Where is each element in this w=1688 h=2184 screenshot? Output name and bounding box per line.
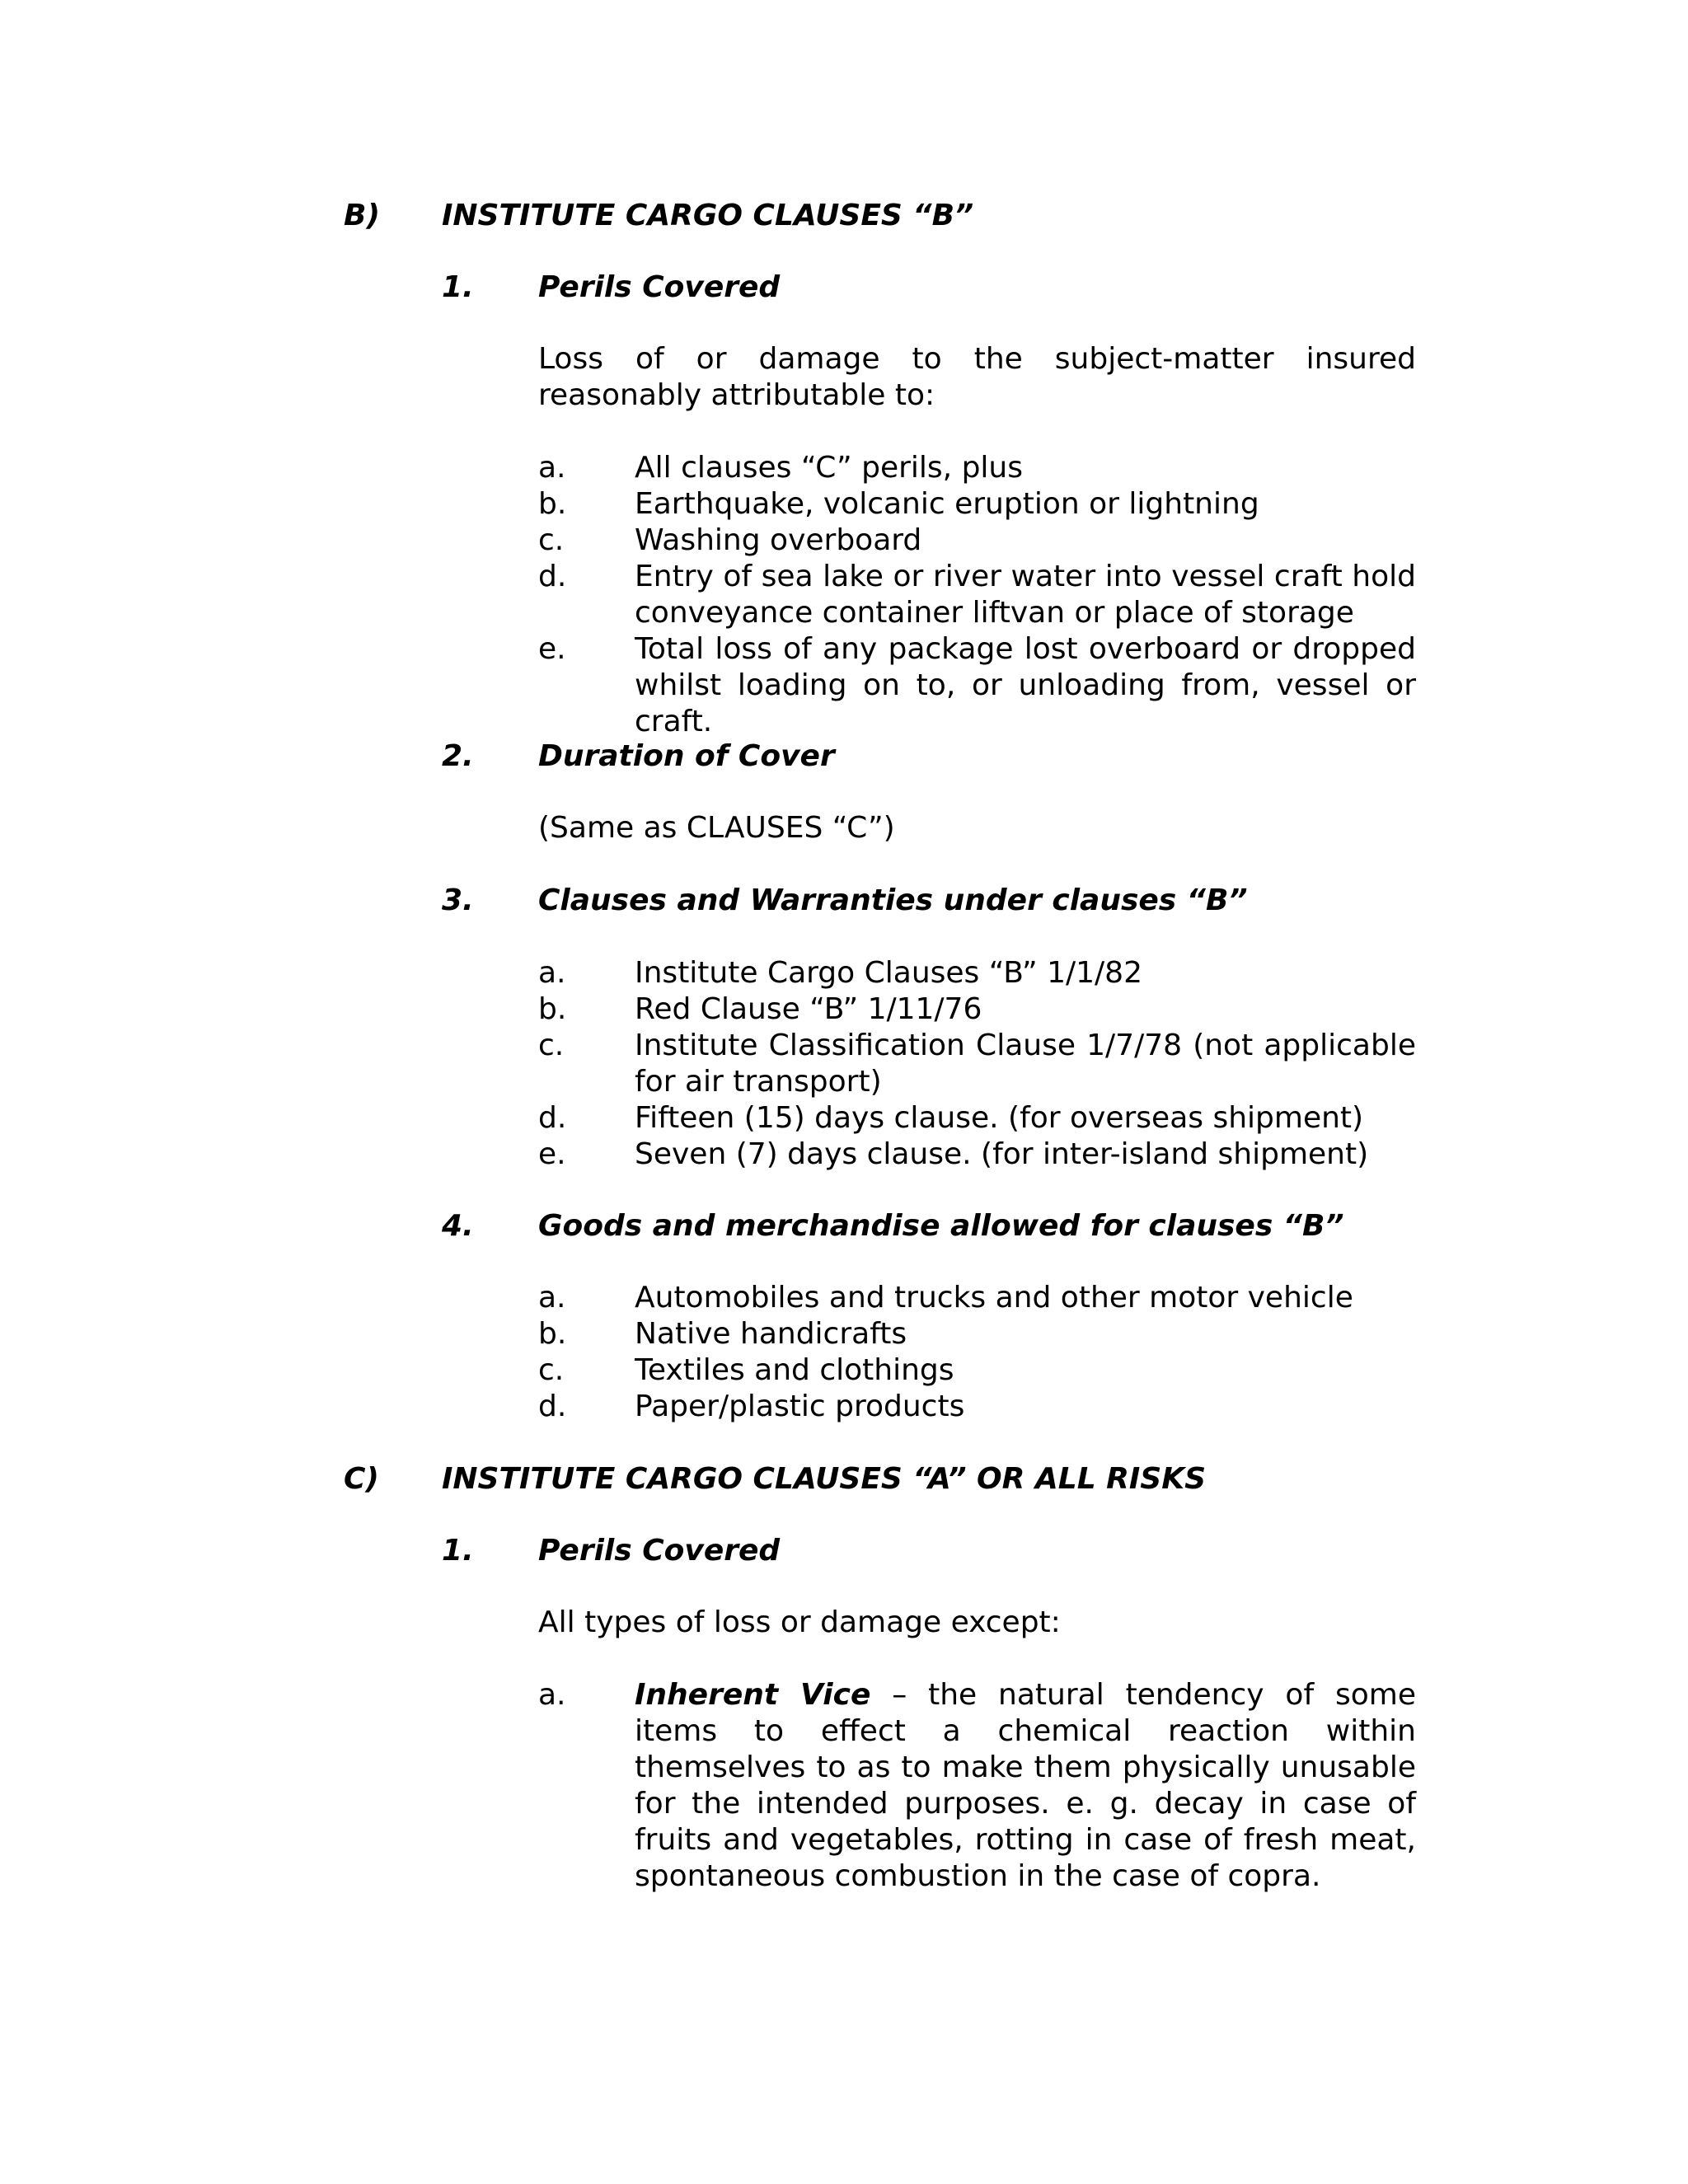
list-item: Seven (7) days clause. (for inter-island shipment) [635,1137,1369,1171]
subsection-title: Goods and merchandise allowed for clauses “B” [538,1209,1344,1243]
section-title-c: INSTITUTE CARGO CLAUSES “A” OR ALL RISKS [442,1462,1207,1496]
list-letter: d. [538,1101,567,1135]
subsection-number: 1. [442,270,474,304]
list-item: Total loss of any package lost overboard or dropped whilst loading on to, or unloading from, vessel or craft. [635,632,1416,738]
list-item: Institute Cargo Clauses “B” 1/1/82 [635,956,1142,990]
subsection-title: Perils Covered [538,270,781,304]
subsection-number: 1. [442,1534,474,1568]
list-letter: d. [538,560,567,593]
list-item: Textiles and clothings [635,1353,954,1387]
list-letter: b. [538,992,567,1026]
list-letter: a. [538,451,566,485]
list-letter: a. [538,956,566,990]
intro-paragraph: Loss of or damage to the subject-matter insured reasonably attributable to: [538,342,1416,412]
list-item: Native handicrafts [635,1317,907,1351]
subsection-number: 3. [442,883,474,917]
list-item: Institute Classification Clause 1/7/78 (not applicable for air transport) [635,1029,1416,1099]
list-letter: e. [538,1137,566,1171]
section-label-c: C) [344,1462,379,1496]
list-item: Automobiles and trucks and other motor vehicle [635,1281,1353,1315]
list-letter: a. [538,1678,566,1712]
list-item: All clauses “C” perils, plus [635,451,1023,485]
list-letter: c. [538,1029,565,1062]
list-letter: d. [538,1390,567,1423]
list-item: Fifteen (15) days clause. (for overseas shipment) [635,1101,1364,1135]
subsection-number: 4. [442,1209,474,1243]
subsection-title: Clauses and Warranties under clauses “B” [538,883,1248,917]
list-letter: c. [538,523,565,557]
list-letter: b. [538,1317,567,1351]
subsection-title: Duration of Cover [538,739,835,773]
section-title-b: INSTITUTE CARGO CLAUSES “B” [442,199,974,232]
list-letter: a. [538,1281,566,1315]
list-item [635,1677,1416,1895]
list-item: Washing overboard [635,523,922,557]
list-item: Red Clause “B” 1/11/76 [635,992,982,1026]
list-letter: c. [538,1353,565,1387]
subsection-title: Perils Covered [538,1534,781,1568]
list-letter: b. [538,487,567,521]
intro-paragraph: All types of loss or damage except: [538,1605,1061,1639]
list-item: Earthquake, volcanic eruption or lightning [635,487,1259,521]
list-item: Paper/plastic products [635,1390,965,1423]
term-inherent-vice: Inherent Vice [635,1678,871,1712]
list-item: Entry of sea lake or river water into vessel craft hold conveyance container liftvan or place of storage [635,560,1416,630]
section-label-b: B) [344,199,380,232]
term-definition: – the natural tendency of some items to effect a chemical reaction within themselves to as to make them physically unusable for the intended purposes. e. g. decay in case of fruits and vegetables, rotting in case of fresh meat, spontaneous combustion in the case of copra. [635,1678,1416,1893]
duration-text: (Same as CLAUSES “C”) [538,811,895,845]
subsection-number: 2. [442,739,474,773]
list-letter: e. [538,632,566,666]
